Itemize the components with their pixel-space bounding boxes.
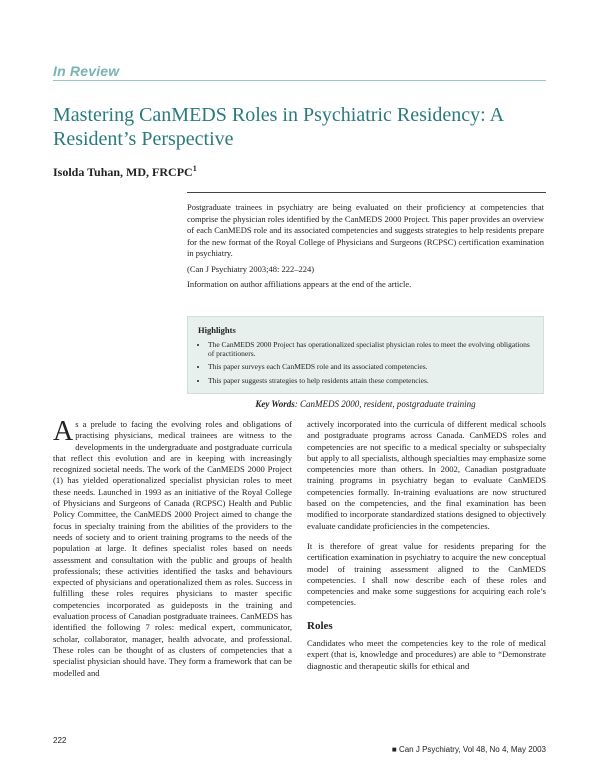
key-words-text: : CanMEDS 2000, resident, postgraduate training bbox=[294, 399, 476, 409]
section-label: In Review bbox=[53, 63, 120, 79]
intro-text: s a prelude to facing the evolving roles and obligations of practising physicians, medical trainees are witness to the developments in the undergraduate and postgraduate curricula that reflect this evolution and are in keeping with increasingly recognized societal needs. The work of the CanMEDS 2000 Project (1) has yielded operationalized specialist physician roles to meet these needs. Launched in 1993 as an initiative of the Royal College of Physicians and Surgeons of Canada (RCPSC) Health and Public Policy Committee, the CanMEDS 2000 Project aimed to change the focus in specialty training from the abilities of the providers to the needs of society and to orient training programs to the needs of the population at large. It defines specialist roles based on needs assessment and consultation with the public and groups of health professionals; these activities identified the tasks and behaviours expected of physicians and operationalized them as roles. Success in fulfilling these roles requires physicians to master specific competencies incorporated as guideposts in the training and evaluation process of Canadian postgraduate trainees. CanMEDS has identified the following 7 roles: medical expert, communicator, scholar, collaborator, manager, health advocate, and professional. These roles can be thought of as clusters of competencies that a specialist physician should have. They form a framework that can be modelled and bbox=[53, 419, 292, 678]
journal-footer bbox=[392, 745, 546, 754]
highlight-item: • The CanMEDS 2000 Project has operationalized specialist physician roles to meet the evolving obligations of practitioners. bbox=[208, 340, 533, 358]
body-paragraph: Candidates who meet the competencies key to the role of medical expert (that is, knowledge and procedures) are able to “Demonstrate diagnostic and therapeutic skills for ethical and bbox=[307, 638, 546, 671]
highlights-list bbox=[198, 340, 533, 385]
article-title: Mastering CanMEDS Roles in Psychiatric Residency: A Resident’s Perspective bbox=[53, 104, 503, 150]
abstract bbox=[187, 202, 544, 295]
highlight-item: • This paper surveys each CanMEDS role and its associated competencies. bbox=[208, 362, 533, 371]
highlights-heading: Highlights bbox=[198, 325, 236, 335]
drop-cap: A bbox=[53, 416, 74, 447]
key-words-label: Key Words bbox=[255, 399, 295, 409]
page-number: 222 bbox=[53, 736, 67, 745]
body-paragraph: It is therefore of great value for residents preparing for the certification examination in psychiatry to acquire the new conceptual model of training assessment aligned to the CanMEDS competencies. I shall now describe each of these roles and competencies and make some suggestions for acquiring each role’s competencies. bbox=[307, 540, 546, 608]
body-paragraph: actively incorporated into the curricula of different medical schools and postgraduate programs across Canada. CanMEDS roles and competencies are not specific to a medical specialty or subspecialty but apply to all specialists, although specialties may emphasize some competencies more than others. In 2002, Canadian postgraduate training programs in psychiatry began to evaluate CanMEDS competencies formally. In-training evaluations are now structured based on the competencies, and the final examination has been modified to incorporate standardized stations designed to objectively evaluate candidate proficiencies in the competencies. bbox=[307, 419, 546, 531]
body-column-left bbox=[53, 416, 292, 688]
affiliation-note: Information on author affiliations appears at the end of the article. bbox=[187, 279, 412, 289]
author-line bbox=[53, 164, 197, 180]
abstract-body: Postgraduate trainees in psychiatry are being evaluated on their proficiency at competencies that comprise the physician roles identified by the CanMEDS 2000 Project. This paper provides an overview of each CanMEDS role and its associated competencies and suggests strategies to help residents prepare for the new format of the Royal College of Physicians and Surgeons (RCPSC) certification examination in psychiatry. bbox=[187, 202, 544, 258]
journal-citation: Can J Psychiatry, Vol 48, No 4, May 2003 bbox=[398, 745, 546, 754]
key-words bbox=[187, 399, 544, 409]
intro-paragraph bbox=[53, 416, 292, 679]
highlight-item: • This paper suggests strategies to help residents attain these competencies. bbox=[208, 376, 533, 385]
highlights-box bbox=[187, 316, 544, 394]
body-column-right bbox=[307, 419, 546, 681]
abstract-divider bbox=[187, 192, 546, 193]
footer-square-icon: ■ bbox=[391, 745, 399, 754]
author-name: Isolda Tuhan, MD, FRCPC bbox=[53, 165, 193, 179]
section-divider bbox=[53, 80, 546, 81]
affiliation-mark: 1 bbox=[192, 164, 197, 173]
abstract-citation: (Can J Psychiatry 2003;48: 222–224) bbox=[187, 263, 315, 274]
roles-heading: Roles bbox=[307, 619, 333, 632]
